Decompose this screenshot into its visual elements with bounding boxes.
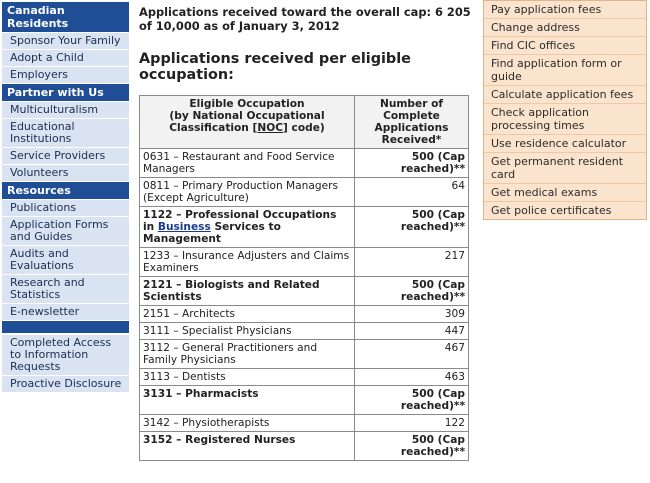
- quick-links-panel: [483, 0, 647, 220]
- occupation-cell: 3152 – Registered Nurses: [140, 432, 355, 461]
- link-medical-exams[interactable]: Get medical exams: [484, 184, 646, 202]
- count-cell: 463: [355, 369, 469, 386]
- occupation-prefix: 1122 – Professional Occupations in: [143, 209, 337, 233]
- nav-item-educational-institutions[interactable]: Educational Institutions: [2, 119, 129, 148]
- nav-item-service-providers[interactable]: Service Providers: [2, 148, 129, 165]
- table-row: [140, 432, 469, 461]
- count-cell: 122: [355, 415, 469, 432]
- link-find-cic-offices[interactable]: Find CIC offices: [484, 37, 646, 55]
- table-row: [140, 306, 469, 323]
- noc-abbreviation: NOC: [257, 122, 284, 134]
- table-row: [140, 207, 469, 248]
- nav-item-e-newsletter[interactable]: E-newsletter: [2, 304, 129, 321]
- table-row: [140, 340, 469, 369]
- link-calculate-application-fees[interactable]: Calculate application fees: [484, 86, 646, 104]
- table-header-row: [140, 96, 469, 149]
- count-cell: 64: [355, 178, 469, 207]
- nav-item-audits-evaluations[interactable]: Audits and Evaluations: [2, 246, 129, 275]
- table-row: [140, 277, 469, 306]
- nav-item-volunteers[interactable]: Volunteers: [2, 165, 129, 182]
- nav-item-adopt-child[interactable]: Adopt a Child: [2, 50, 129, 67]
- table-row: [140, 386, 469, 415]
- count-cell: 217: [355, 248, 469, 277]
- count-cell: 500 (Cap reached)**: [355, 207, 469, 248]
- link-change-address[interactable]: Change address: [484, 19, 646, 37]
- table-row: [140, 149, 469, 178]
- column-header-count: Number of Complete Applications Received*: [355, 96, 469, 149]
- count-cell: 500 (Cap reached)**: [355, 277, 469, 306]
- table-row: [140, 369, 469, 386]
- cap-status-intro: Applications received toward the overall cap: 6 205 of 10,000 as of January 3, 2012: [139, 5, 471, 33]
- nav-item-access-to-information[interactable]: Completed Access to Information Requests: [2, 335, 129, 376]
- occupation-cell: 3131 – Pharmacists: [140, 386, 355, 415]
- link-police-certificates[interactable]: Get police certificates: [491, 204, 612, 217]
- column-header-occupation-line3b: ] code): [283, 122, 325, 134]
- nav-heading-resources[interactable]: Resources: [2, 182, 129, 200]
- link-residence-calculator[interactable]: Use residence calculator: [484, 135, 646, 153]
- table-row: [140, 178, 469, 207]
- occupation-cell: 0811 – Primary Production Managers (Except Agriculture): [140, 178, 355, 207]
- table-row: [140, 415, 469, 432]
- count-cell: 447: [355, 323, 469, 340]
- section-title: Applications received per eligible occupation:: [139, 51, 411, 83]
- occupation-cell: [140, 207, 355, 248]
- nav-item-publications[interactable]: Publications: [2, 200, 129, 217]
- occupation-suffix: Services to Management: [143, 221, 281, 245]
- count-cell: 309: [355, 306, 469, 323]
- link-check-processing-times[interactable]: Check application processing times: [484, 104, 646, 135]
- table-row: [140, 323, 469, 340]
- nav-item-multiculturalism[interactable]: Multiculturalism: [2, 102, 129, 119]
- link-find-application-form[interactable]: Find application form or guide: [484, 55, 646, 86]
- column-header-occupation: [140, 96, 355, 149]
- occupation-cell: 3142 – Physiotherapists: [140, 415, 355, 432]
- link-permanent-resident-card[interactable]: Get permanent resident card: [484, 153, 646, 184]
- occupations-table: [139, 95, 469, 461]
- occupation-cell: 3113 – Dentists: [140, 369, 355, 386]
- business-link[interactable]: Business: [157, 221, 211, 233]
- nav-item-application-forms[interactable]: Application Forms and Guides: [2, 217, 129, 246]
- occupation-cell: 2151 – Architects: [140, 306, 355, 323]
- column-header-occupation-line3a: Classification [: [169, 122, 258, 134]
- count-cell: 500 (Cap reached)**: [355, 432, 469, 461]
- occupation-cell: 0631 – Restaurant and Food Service Managers: [140, 149, 355, 178]
- nav-item-research-statistics[interactable]: Research and Statistics: [2, 275, 129, 304]
- nav-divider-bar: [2, 321, 129, 335]
- occupation-cell: 3111 – Specialist Physicians: [140, 323, 355, 340]
- main-content: [139, 3, 475, 83]
- count-cell: 467: [355, 340, 469, 369]
- table-row: [140, 248, 469, 277]
- nav-item-employers[interactable]: Employers: [2, 67, 129, 84]
- occupation-cell: 3112 – General Practitioners and Family Physicians: [140, 340, 355, 369]
- nav-heading-partner-with-us[interactable]: Partner with Us: [2, 84, 129, 102]
- nav-item-sponsor-family[interactable]: Sponsor Your Family: [2, 33, 129, 50]
- left-navigation: [2, 2, 129, 393]
- nav-item-proactive-disclosure[interactable]: Proactive Disclosure: [2, 376, 129, 393]
- column-header-occupation-line1: Eligible Occupation: [189, 98, 305, 110]
- count-cell: 500 (Cap reached)**: [355, 149, 469, 178]
- count-cell: 500 (Cap reached)**: [355, 386, 469, 415]
- occupation-cell: 2121 – Biologists and Related Scientists: [140, 277, 355, 306]
- occupation-cell: 1233 – Insurance Adjusters and Claims Examiners: [140, 248, 355, 277]
- nav-heading-canadian-residents[interactable]: Canadian Residents: [2, 2, 129, 33]
- column-header-occupation-line2: (by National Occupational: [169, 110, 325, 122]
- link-pay-application-fees[interactable]: Pay application fees: [484, 1, 646, 19]
